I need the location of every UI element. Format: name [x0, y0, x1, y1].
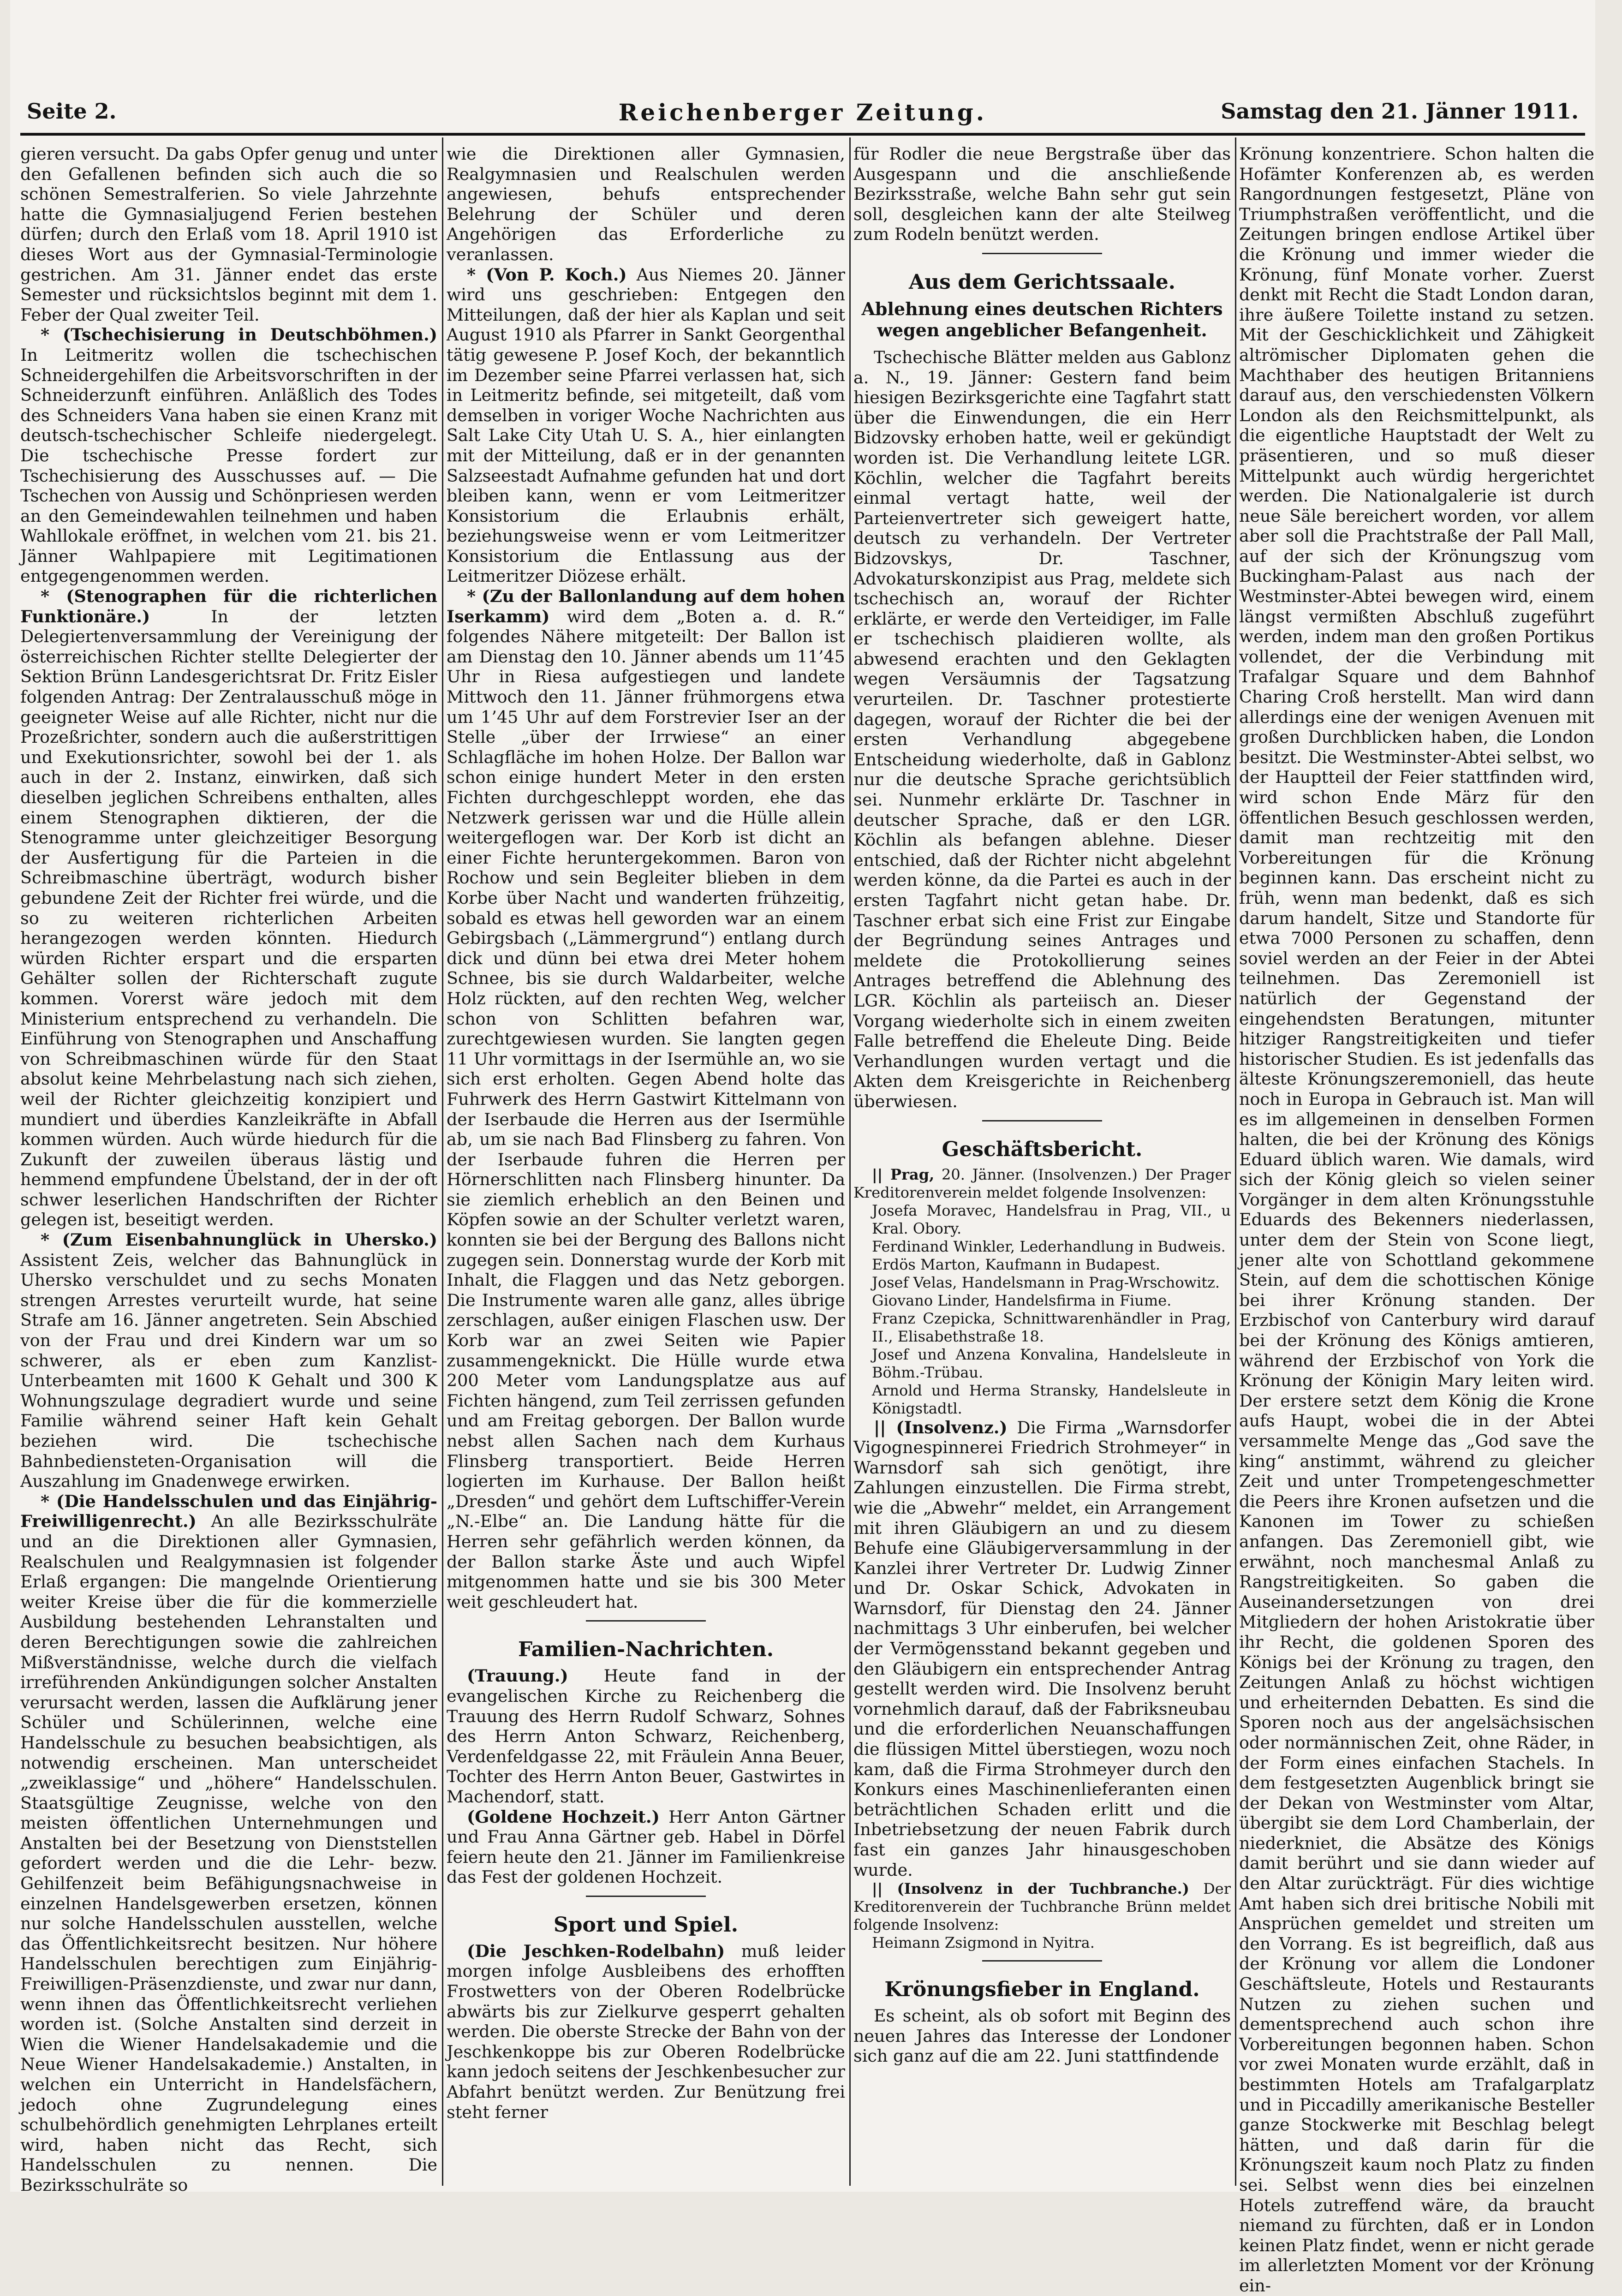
section-heading-court: Aus dem Gerichtssaale.	[908, 270, 1175, 294]
header-rule	[20, 133, 1585, 136]
report-text: 20. Jänner. (Insolvenzen.) Der Prager Kreditorenverein meldet folgende Insolvenzen:	[853, 1165, 1231, 1201]
insolvency-list	[853, 1934, 1231, 1952]
section-divider	[586, 1620, 706, 1622]
report-heading: || (Insolvenz.)	[874, 1417, 1008, 1437]
newspaper-page	[10, 0, 1595, 2296]
list-item: Arnold und Herma Stransky, Handelsleute in Königstadtl.	[872, 1381, 1231, 1417]
section-heading-family: Familien-Nachrichten.	[518, 1638, 774, 1662]
report-strohmeyer	[853, 1418, 1231, 1880]
article-coronation-start: Es scheint, als ob sofort mit Beginn des neuen Jahres das Interesse der Londoner sich ganz auf die am 22. Juni stattfindende	[853, 2006, 1231, 2066]
notice-text: Heute fand in der evangelischen Kirche zu Reichenberg die Trauung des Herrn Rudolf Schwarz, Sohnes des Herrn Anton Schwarz, Reichenberg, Verdenfeldgasse 22, mit Fräulein Anna Beuer, Tochter des Herrn Anton Beuer, Gastwirtes in Machendorf, statt.	[447, 1666, 845, 1807]
list-item: Ferdinand Winkler, Lederhandlung in Budweis.	[872, 1237, 1226, 1255]
article-continuation: für Rodler die neue Bergstraße über das Ausgespann und die anschließende Bezirksstraße, welche Bahn sehr gut sein soll, desgleichen kann der alte Steilweg zum Rodeln benützt werden.	[853, 144, 1231, 245]
article-text: An alle Bezirksschulräte und an die Direktionen aller Gymnasien, Realschulen und Realgymnasien ist folgender Erlaß ergangen: Die mangelnde Orientierung weiter Kreise über die für die kommerzielle Ausbildung bestehenden Lehranstalten und deren Berechtigungen sowie die zahlreichen Mißverständnisse, welche durch die vielfach irreführenden Ankündigungen solcher Anstalten verursacht werden, lassen die Aufklärung jener Schüler und Schülerinnen, welche eine Handelsschule zu besuchen beabsichtigen, als notwendig erscheinen. Man unterscheidet „zweiklassige“ und „höhere“ Handelsschulen. Staatsgültige Zeugnisse, welche von den meisten öffentlichen Unternehmungen und Anstalten bei der Besetzung von Dienststellen gefordert werden und die die Lehr- bezw. Gehilfenzeit beim Befähigungsnachweise in einzelnen Handelsgewerben ersetzen, können nur solche Handelsschulen ausstellen, welche das Öffentlichkeitsrecht besitzen. Nur höhere Handelsschulen berechtigen zum Einjährig-Freiwilligen-Präsenzdienste, und zwar nur dann, wenn ihnen das Öffentlichkeitsrecht verliehen worden ist. (Solche Anstalten sind derzeit in Wien die Wiener Handelsakademie und die Neue Wiener Handelsakademie.) Anstalten, in welchen ein Unterricht in Handelsfächern, jedoch ohne Zugrundelegung eines schulbehördlich genehmigten Lehrplanes erteilt wird, haben nicht das Recht, sich Handelsschulen zu nennen. Die Bezirksschulräte so	[20, 1511, 437, 2195]
article-handelsschulen	[20, 1491, 437, 2195]
article-text: Aus Niemes 20. Jänner wird uns geschrieben: Entgegen den Mitteilungen, daß der hier als Kaplan und seit August 1910 als Pfarrer in Sankt Georgenthal tätig gewesene P. Josef Koch, der bekanntlich im Dezember seine Pfarrei verlassen hat, sich in Leitmeritz befinde, sei mitgeteilt, daß vom demselben in voriger Woche Nachrichten aus Salt Lake City Utah U. S. A., hier einlangten mit der Mitteilung, daß er in der genannten Salzseestadt Aufnahme gefunden hat und dort bleiben kann, wenn er vom Leitmeritzer Konsistorium die Erlaubnis erhält, beziehungsweise wenn er vom Leitmeritzer Konsistorium die Entlassung aus der Leitmeritzer Diözese erhält.	[447, 264, 845, 586]
column-divider	[1235, 137, 1236, 2186]
article-rodelbahn	[447, 1941, 845, 2122]
section-divider	[982, 253, 1102, 254]
business-report	[853, 1166, 1231, 1418]
article-heading: * (Zum Eisenbahnunglück in Uhersko.)	[41, 1230, 437, 1250]
column-2	[447, 144, 845, 2182]
column-4	[1239, 144, 1594, 2296]
section-heading-business: Geschäftsbericht.	[942, 1137, 1143, 1161]
section-divider	[982, 1960, 1102, 1962]
insolvency-list	[853, 1202, 1231, 1418]
article-text: In der letzten Delegiertenversammlung der Vereinigung der österreichischen Richter stellte Delegierter der Sektion Brünn Landesgerichtsrat Dr. Fritz Eisler folgenden Antrag: Der Zentralausschuß möge in geeigneter Weise auf alle Richter, nicht nur die Prozeßrichter, sondern auch die außerstrittigen und Exekutionsrichter, sowohl bei der 1. als auch in der 2. Instanz, einwirken, daß sich dieselben jeglichen Schreibens enthalten, alles einem Stenographen diktieren, der die Stenogramme unter gleichzeitiger Besorgung der Ausfertigung für die Parteien in die Schreibmaschine überträgt, wodurch bisher gebundene Zeit der Richter frei würde, und die so zu weiteren richterlichen Arbeiten herangezogen werden könnten. Hiedurch würden Richter erspart und die ersparten Gehälter sollen der Richterschaft zugute kommen. Vorerst wäre jedoch mit dem Ministerium entsprechend zu verhandeln. Die Einführung von Stenographen und Anschaffung von Schreibmaschinen würde für den Staat absolut keine Mehrbelastung nach sich ziehen, weil der Richter gleichzeitig konzipiert und mundiert und überdies Kanzleikräfte in Abfall kommen würden. Auch würde hiedurch für die Zukunft der zuweilen überaus lästig und hemmend empfundene Übelstand, der in der oft schwer leserlichen Handschriften der Richter gelegen ist, beseitigt werden.	[20, 606, 437, 1230]
notice-trauung	[447, 1666, 845, 1807]
section-heading-coronation: Krönungsfieber in England.	[884, 1978, 1200, 2002]
article-text: muß leider morgen infolge Ausbleibens des erhofften Frostwetters von der Oberen Rodelbrücke abwärts bis zur Zielkurve gesperrt gehalten werden. Die oberste Strecke der Bahn von der Jeschkenkoppe bis zur Oberen Rodelbrücke kann jedoch seitens der Jeschkenbesucher zur Abfahrt benützt werden. Zur Benützung frei steht ferner	[447, 1941, 845, 2122]
section-divider	[586, 1896, 706, 1897]
article-text: wird dem „Boten a. d. R.“ folgendes Nähere mitgeteilt: Der Ballon ist am Dienstag den 10. Jänner abends um 11’45 Uhr in Riesa aufgestiegen und landete Mittwoch den 11. Jänner frühmorgens etwa um 1’45 Uhr auf dem Forstrevier Iser an der Stelle „über der Irrwiese“ an einer Schlagfläche im hohen Holze. Der Ballon war schon einige hundert Meter in den ersten Fichten durchgeschleppt worden, ehe das Netzwerk gerissen war und die Hülle allein weitergeflogen war. Der Korb ist dicht an einer Fichte heruntergekommen. Baron von Rochow und sein Begleiter blieben in dem Korbe über Nacht und wanderten frühzeitig, sobald es etwas hell geworden war an einem Gebirgsbach („Lämmergrund“) entlang durch dick und dünn bei etwa drei Meter hohem Schnee, bis sie durch Waldarbeiter, welche Holz rückten, auf den rechten Weg, welcher schon von Schlitten befahren war, zurechtgewiesen wurden. Sie langten gegen 11 Uhr vormittags in der Isermühle an, wo sie sich erst erholten. Gegen Abend holte das Fuhrwerk des Herrn Gastwirt Kittelmann von der Iserbaude die Herren aus der Isermühle ab, um sie nach Bad Flinsberg zu fahren. Von der Iserbaude fuhren die Herren per Hörnerschlitten nach Flinsberg hinunter. Da sie ziemlich erheblich an den Beinen und Köpfen sowie an der Schulter verletzt waren, konnten sie bei der Bergung des Ballons nicht zugegen sein. Donnerstag wurde der Korb mit Inhalt, die Flaggen und das Netz geborgen. Die Instrumente waren alle ganz, alles übrige zerschlagen, außer einigen Flaschen usw. Der Korb war an zwei Seiten wie Papier zusammengeknickt. Die Hülle wurde etwa 200 Meter vom Landungsplatze aus auf Fichten hängend, zum Teil zerrissen gefunden und am Freitag geborgen. Der Ballon wurde nebst allen Sachen nach dem Kurhaus Flinsberg transportiert. Beide Herren logierten im Kurhause. Der Ballon heißt „Dresden“ und gehört dem Luftschiffer-Verein „N.-Elbe“ an. Die Landung hätte für die Herren sehr gefährlich werden können, da der Ballon starke Äste und auch Wipfel mitgenommen hatte und sie bis 300 Meter weit geschleudert hat.	[447, 606, 845, 1612]
report-tuchbranche	[853, 1880, 1231, 1934]
list-item: Josef Velas, Handelsmann in Prag-Wrschowitz.	[872, 1273, 1220, 1291]
column-divider	[849, 137, 851, 2186]
section-heading-sport: Sport und Spiel.	[553, 1913, 739, 1937]
list-item: Josefa Moravec, Handelsfrau in Prag, VII., u Kral. Obory.	[872, 1201, 1231, 1237]
article-koch	[447, 265, 845, 587]
issue-date: Samstag den 21. Jänner 1911.	[1221, 99, 1579, 124]
article-heading: * (Die Handelsschulen und das Einjährig-Freiwilligenrecht.)	[20, 1491, 437, 1532]
column-1	[20, 144, 437, 2195]
list-item: Erdös Marton, Kaufmann in Budapest.	[872, 1255, 1161, 1273]
page-header	[10, 99, 1595, 131]
notice-text: Herr Anton Gärtner und Frau Anna Gärtner geb. Habel in Dörfel feiern heute den 21. Jänner im Familienkreise das Fest der goldenen Hochzeit.	[447, 1807, 846, 1887]
article-continuation: gieren versucht. Da gabs Opfer genug und unter den Gefallenen befinden sich auch die so schönen Semestralferien. So viele Jahrzehnte hatte die Gymnasialjugend Ferien bestehen dürfen; durch den Erlaß vom 18. April 1910 ist dieses Wort aus der Gymnasial-Terminologie gestrichen. Am 31. Jänner endet das erste Semester und rücksichtslos beginnt mit dem 1. Feber der Qual zweiter Teil.	[20, 144, 437, 325]
notice-heading: (Goldene Hochzeit.)	[467, 1807, 660, 1827]
report-prag	[853, 1166, 1231, 1202]
article-ballonlandung	[447, 586, 845, 1612]
page-number: Seite 2.	[27, 99, 117, 124]
article-subheading: Ablehnung eines deutschen Richters wegen angeblicher Befangenheit.	[861, 298, 1223, 340]
article-continuation: wie die Direktionen aller Gymnasien, Realgymnasien und Realschulen werden angewiesen, behufs entsprechender Belehrung der Schüler und deren Angehörigen das Erforderliche zu veranlassen.	[447, 144, 845, 264]
article-heading: (Die Jeschken-Rodelbahn)	[467, 1941, 725, 1961]
masthead: Reichenberger Zeitung.	[618, 99, 987, 126]
business-report	[853, 1880, 1231, 1952]
notice-heading: (Trauung.)	[467, 1666, 568, 1686]
article-coronation-continued: Krönung konzentriere. Schon halten die Hofämter Konferenzen ab, es werden Rangordnungen festgesetzt, Pläne von Triumphstraßen veröffentlicht, und die Zeitungen bringen endlose Artikel über die Krönung und immer wieder die Krönung, fünf Monate vorher. Zuerst denkt mit Recht die Stadt London daran, ihre äußere Toilette instand zu setzen. Mit der Geschicklichkeit und Zähigkeit altrömischer Diplomaten gehen die Machthaber des heutigen Britanniens darauf aus, den verschiedensten Völkern London als den Reichsmittelpunkt, als die eigentliche Hauptstadt der Welt zu präsentieren, und so muß dieser Mittelpunkt auch würdig hergerichtet werden. Die Nationalgalerie ist durch neue Säle bereichert worden, vor allem aber soll die Prachtstraße der Pall Mall, auf der sich der Krönungszug vom Buckingham-Palast aus nach der Westminster-Abtei bewegen wird, einem längst vermißten Abschluß zugeführt werden, indem man den großen Portikus vollendet, der die Verbindung mit Trafalgar Square und dem Bahnhof Charing Croß herstellt. Man wird dann allerdings eine der wenigen Avenuen mit großen Durchblicken haben, die London besitzt. Die Westminster-Abtei selbst, wo der Hauptteil der Feier stattfinden wird, wird schon Ende März für den öffentlichen Besuch geschlossen werden, damit man rechtzeitig mit den Vorbereitungen für die Krönung beginnen kann. Das erscheint nicht zu früh, wenn man bedenkt, daß es sich darum handelt, Sitze und Standorte für etwa 7000 Personen zu schaffen, denn soviel werden an der Feier in der Abtei teilnehmen. Das Zeremoniell ist natürlich der Gegenstand der eingehendsten Beratungen, mitunter hitziger Rangstreitigkeiten und tiefer historischer Studien. Es ist jedenfalls das älteste Krönungszeremoniell, das heute noch in Europa in Gebrauch ist. Man will es im allgemeinen in denselben Formen halten, die bei der Krönung des Königs Eduard üblich waren. Wie damals, wird sich der König gleich so vielen seiner Vorgänger in dem alten Krönungsstuhle Eduards des Bekenners niederlassen, unter dem der Stein von Scone liegt, jener alte von Schottland gekommene Stein, auf dem die schottischen Könige bei ihrer Krönung standen. Der Erzbischof von Canterbury wird darauf bei der Krönung des Königs amtieren, während der Erzbischof von York die Krönung der Königin Mary leiten wird. Der erstere setzt dem König die Krone aufs Haupt, wobei die in der Abtei versammelte Menge das „God save the king“ anstimmt, während zu gleicher Zeit und unter Trompetengeschmetter die Peers ihre Kronen aufsetzen und die Kanonen im Tower zu schießen anfangen. Das Zeremoniell gibt, wie erwähnt, noch manchesmal Anlaß zu Rangstreitigkeiten. So gaben die Auseinandersetzungen von drei Mitgliedern der hohen Aristokratie über ihr Recht, die goldenen Sporen des Königs bei der Krönung zu tragen, den Zeitungen Anlaß zu höchst wichtigen und erheiternden Debatten. Es sind die Sporen noch aus der angelsächsischen oder normännischen Zeit, ohne Räder, in der Form eines einfachen Stachels. In dem festgesetzten Augenblick bringt sie der Dekan von Westminster vom Altar, übergibt sie dem Lord Chamberlain, der niederkniet, die Absätze des Königs damit berührt und sie dann wieder auf den Altar zurückträgt. Für dies wichtige Amt haben sich drei britische Nobili mit Ansprüchen gemeldet und streiten um den Vorrang. Es ist begreiflich, daß aus der Krönung vor allem die Londoner Geschäftsleute, Hotels und Restaurants Nutzen zu ziehen suchen und dementsprechend auch schon ihre Vorbereitungen begonnen haben. Schon vor zwei Monaten wurde erzählt, daß in bestimmten Hotels am Trafalgarplatz und in Piccadilly amerikanische Besteller ganze Stockwerke mit Beschlag belegt hätten, und daß darin für die Krönungszeit kaum noch Platz zu finden sei. Selbst wenn dies bei einzelnen Hotels zutreffend wäre, da braucht niemand zu fürchten, daß er in London keinen Platz findet, wenn er nicht gerade im allerletzten Moment vor der Krönung ein-	[1239, 144, 1594, 2296]
report-heading: || (Insolvenz in der Tuchbranche.)	[872, 1880, 1189, 1898]
article-text: Assistent Zeis, welcher das Bahnunglück in Uhersko verschuldet und zu sechs Monaten strengen Arrestes verurteilt wurde, hat seine Strafe am 16. Jänner angetreten. Sein Abschied von der Frau und drei Kindern war um so schwerer, als er eben zum Kanzlist-Unterbeamten mit 1600 K Gehalt und 300 K Wohnungszulage degradiert wurde und seine Familie während seiner Haft kein Gehalt beziehen wird. Die tschechische Bahnbediensteten-Organisation will die Auszahlung im Gnadenwege erwirken.	[20, 1250, 437, 1491]
article-stenographen	[20, 586, 437, 1230]
article-heading: * (Von P. Koch.)	[467, 264, 627, 285]
report-text: Die Firma „Warnsdorfer Vigognespinnerei Friedrich Strohmeyer“ in Warnsdorf sah sich genötigt, ihre Zahlungen einzustellen. Die Firma strebt, wie die „Abwehr“ meldet, ein Arrangement mit ihren Gläubigern an und zu diesem Behufe eine Gläubigerversammlung in der Kanzlei ihrer Vertreter Dr. Ludwig Zinner und Dr. Oskar Schick, Advokaten in Warnsdorf, für Dienstag den 24. Jänner nachmittags 3 Uhr einberufen, bei welcher der Vermögensstand bekannt gegeben und den Gläubigern ein entsprechender Antrag gestellt werden wird. Die Insolvenz beruht vornehmlich darauf, daß der Fabriksneubau und die erforderlichen Neuanschaffungen die flüssigen Mittel überstiegen, wozu noch kam, daß die Firma Strohmeyer durch den Konkurs eines Maschinenlieferanten einen beträchtlichen Schaden erlitt und die Inbetriebsetzung der neuen Fabrik durch fast ein ganzes Jahr hinausgeschoben wurde.	[853, 1417, 1231, 1880]
list-item: Franz Czepicka, Schnittwarenhändler in Prag, II., Elisabethstraße 18.	[872, 1309, 1231, 1345]
article-court-text: Tschechische Blätter melden aus Gablonz a. N., 19. Jänner: Gestern fand beim hiesigen Bezirksgerichte eine Tagfahrt statt über die Einwendungen, die ein Herr Bidzovsky erhoben hatte, weil er gekündigt worden ist. Die Verhandlung leitete LGR. Köchlin, welcher die Tagfahrt bereits einmal vertagt hatte, weil der Parteienvertreter sich geweigert hatte, deutsch zu verhandeln. Der Vertreter Bidzovskys, Dr. Taschner, Advokaturskonzipist aus Prag, meldete sich tschechisch an, worauf der Richter erklärte, er werde den Verteidiger, im Falle er tschechisch plaidieren wollte, als abwesend erachten und den Geklagten wegen Versäumnis der Tagsatzung verurteilen. Dr. Taschner protestierte dagegen, worauf der Richter die bei der ersten Verhandlung abgegebene Entscheidung wiederholte, daß in Gablonz nur die deutsche Sprache gerichtsüblich sei. Nunmehr erklärte Dr. Taschner in deutscher Sprache, daß er den LGR. Köchlin als befangen ablehne. Dieser entschied, daß der Richter nicht abgelehnt werden könne, da die Partei es auch in der ersten Tagfahrt nicht getan habe. Dr. Taschner erbat sich eine Frist zur Eingabe der Begründung seines Antrages und meldete die Protokollierung seines Antrages betreffend die Ablehnung des LGR. Köchlin als parteiisch an. Dieser Vorgang wiederholte sich in einem zweiten Falle betreffend die Eheleute Ding. Beide Verhandlungen wurden vertagt und die Akten dem Kreisgerichte in Reichenberg überwiesen.	[853, 347, 1231, 1111]
article-eisenbahnunglueck	[20, 1230, 437, 1491]
list-item: Josef und Anzena Konvalina, Handelsleute in Böhm.-Trübau.	[872, 1345, 1231, 1381]
article-tschechisierung	[20, 325, 437, 586]
article-heading: * (Stenographen für die richterlichen Funktionäre.)	[20, 586, 437, 626]
notice-goldene-hochzeit	[447, 1807, 845, 1887]
column-3	[853, 144, 1231, 2182]
column-divider	[442, 137, 443, 2186]
report-text: Der Kreditorenverein der Tuchbranche Brünn meldet folgende Insolvenz:	[853, 1880, 1231, 1934]
article-text: In Leitmeritz wollen die tschechischen Schneidergehilfen die Arbeitsvorschriften in der Schneiderzunft einführen. Anläßlich des Todes des Schneiders Vana haben sie einen Kranz mit deutsch-tschechischer Schleife niedergelegt. Die tschechische Presse fordert zur Tschechisierung des Ausschusses auf. — Die Tschechen von Aussig und Schönpriesen werden an den Gemeindewahlen teilnehmen und haben Wahllokale eröffnet, in welchen vom 21. bis 21. Jänner Wahlpapiere mit Legitimationen entgegengenommen werden.	[20, 345, 437, 586]
list-item: Giovano Linder, Handelsfirma in Fiume.	[872, 1291, 1172, 1309]
list-item: Heimann Zsigmond in Nyitra.	[872, 1934, 1095, 1952]
article-heading: * (Zu der Ballonlandung auf dem hohen Iserkamm)	[447, 586, 845, 626]
article-heading: * (Tschechisierung in Deutschböhmen.)	[41, 325, 437, 345]
report-heading: || Prag,	[872, 1165, 935, 1183]
section-divider	[982, 1120, 1102, 1121]
